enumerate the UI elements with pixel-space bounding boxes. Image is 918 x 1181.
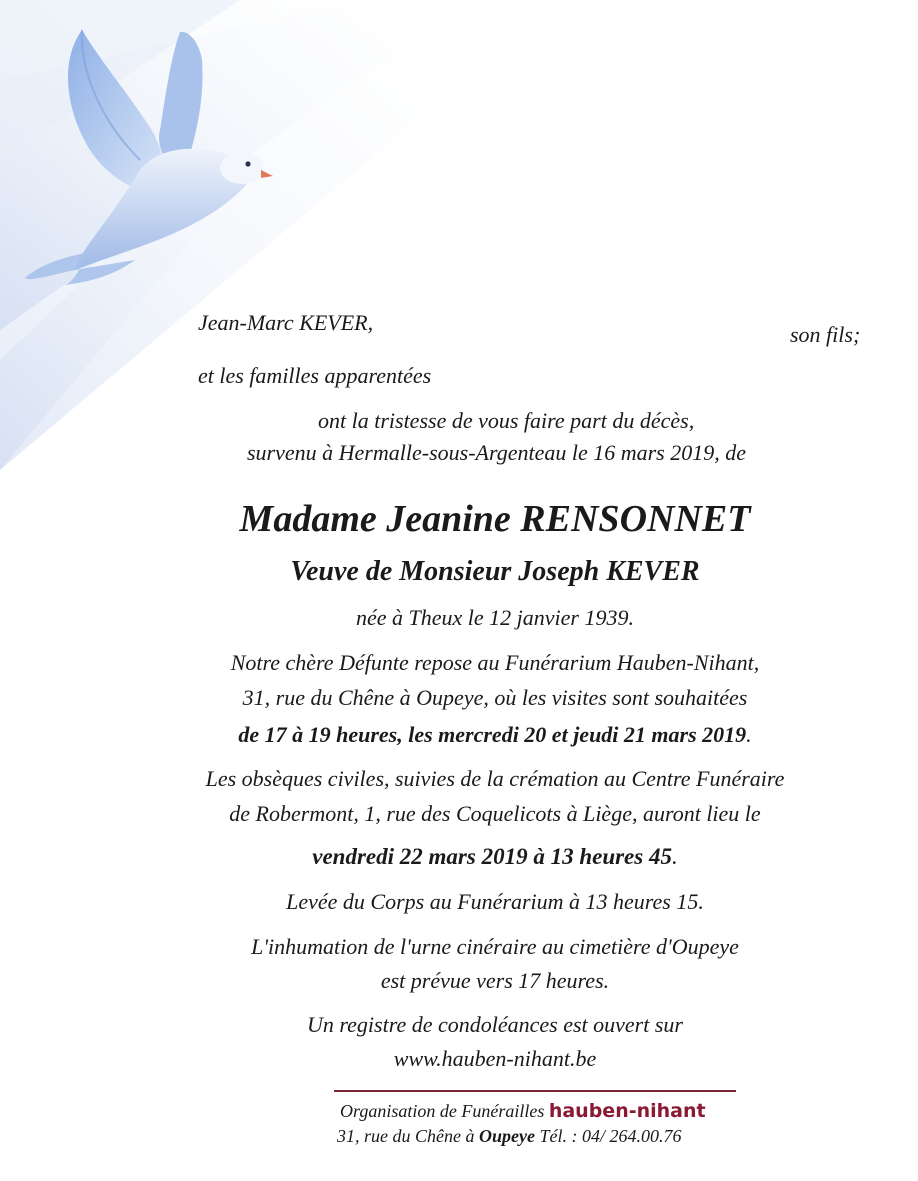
funeral-date-bold: vendredi 22 mars 2019 à 13 heures 45 xyxy=(312,844,672,869)
announcement-line1: ont la tristesse de vous faire part du décès, xyxy=(318,408,695,433)
birth-info: née à Theux le 12 janvier 1939. xyxy=(356,605,634,630)
visitation-times-bold: de 17 à 19 heures, les mercredi 20 et jeudi 21 mars 2019 xyxy=(238,722,747,747)
footer-address xyxy=(337,1126,681,1147)
condolences-line1: Un registre de condoléances est ouvert sur xyxy=(307,1012,683,1037)
funeral-line2: de Robermont, 1, rue des Coquelicots à Liège, auront lieu le xyxy=(229,801,761,826)
condolences-url[interactable]: www.hauben-nihant.be xyxy=(393,1046,597,1071)
footer-address-start: 31, rue du Chêne à xyxy=(337,1126,475,1146)
funeral-date xyxy=(0,844,918,870)
visitation-line1: Notre chère Défunte repose au Funérarium Hauben-Nihant, xyxy=(230,650,760,675)
widow-of: Veuve de Monsieur Joseph KEVER xyxy=(290,556,700,587)
family-relation: son fils; xyxy=(790,322,861,347)
announcement-line2: survenu à Hermalle-sous-Argenteau le 16 mars 2019, de xyxy=(247,440,746,465)
visitation-times xyxy=(0,722,918,748)
levee-du-corps: Levée du Corps au Funérarium à 13 heures 15. xyxy=(286,889,704,914)
brand-logo-text: hauben-nihant xyxy=(548,1100,706,1122)
family-others: et les familles apparentées xyxy=(198,363,432,388)
footer-org-prefix: Organisation de Funérailles xyxy=(340,1101,545,1121)
footer-divider xyxy=(334,1090,736,1092)
footer-organisation xyxy=(340,1100,706,1122)
deceased-name: Madame Jeanine RENSONNET xyxy=(239,498,751,540)
dove-illustration xyxy=(20,20,280,300)
visitation-line2: 31, rue du Chêne à Oupeye, où les visites sont souhaitées xyxy=(242,685,748,710)
inhumation-line1: L'inhumation de l'urne cinéraire au cimetière d'Oupeye xyxy=(251,934,739,959)
inhumation-line2: est prévue vers 17 heures. xyxy=(380,968,610,993)
funeral-line1: Les obsèques civiles, suivies de la crémation au Centre Funéraire xyxy=(205,766,785,791)
footer-address-phone: Tél. : 04/ 264.00.76 xyxy=(539,1126,682,1146)
family-name: Jean-Marc KEVER, xyxy=(198,310,374,335)
funeral-date-end: . xyxy=(671,844,678,869)
footer-address-town: Oupeye xyxy=(478,1126,535,1146)
visitation-times-end: . xyxy=(746,722,752,747)
